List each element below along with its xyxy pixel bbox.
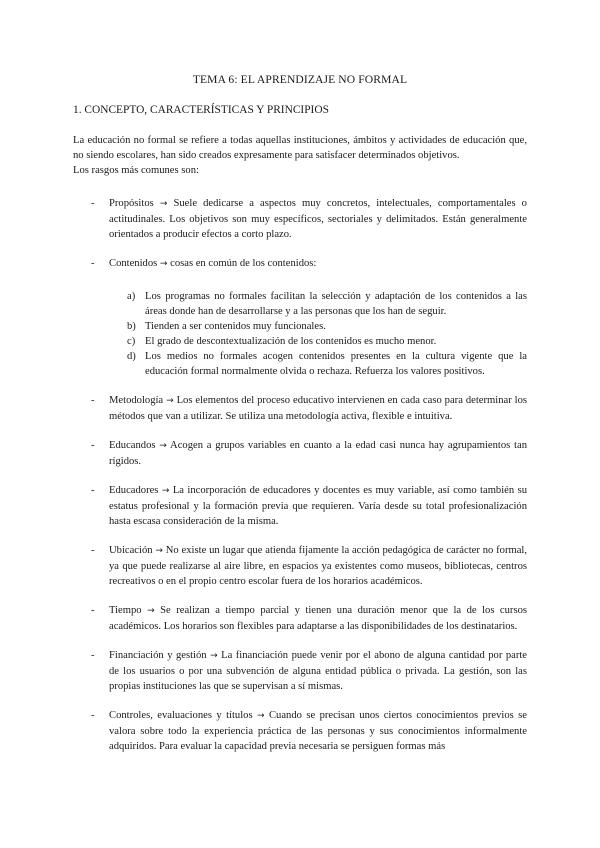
bullet-dash: - <box>91 198 95 209</box>
arrow-icon: → <box>159 259 168 269</box>
item-controles <box>73 708 527 754</box>
sublist-item-a <box>109 289 527 319</box>
item-term: Ubicación <box>109 545 153 556</box>
intro-paragraph: La educación no formal se refiere a todas aquellas instituciones, ámbitos y actividades de educación que, no siendo escolares, han sido creados expresamente para satisfacer determinados objetivos. <box>73 135 527 161</box>
item-text: cosas en común de los contenidos: <box>170 258 317 269</box>
sublist-item-d <box>109 349 527 379</box>
sublist-text: Los medios no formales acogen contenidos presentes en la cultura vigente que la educación formal normalmente olvida o rechaza. Refuerza los valores positivos. <box>145 351 527 377</box>
arrow-icon: → <box>166 396 174 406</box>
item-ubicacion <box>73 543 527 589</box>
sublist-letter: d) <box>127 351 136 362</box>
sublist-item-b <box>109 319 527 334</box>
bullet-dash: - <box>91 258 95 269</box>
bullet-dash: - <box>91 395 95 406</box>
item-contenidos <box>73 256 527 379</box>
sublist-item-c <box>109 334 527 349</box>
item-term: Metodología <box>109 395 164 406</box>
item-text: Se realizan a tiempo parcial y tienen una duración menor que la de los cursos académicos. Los horarios son flexibles para adaptarse a las disponibilidades de los destinatarios. <box>109 605 528 632</box>
item-text: Acogen a grupos variables en cuanto a la edad casi nunca hay agrupamientos tan rígidos. <box>109 440 527 467</box>
bullet-dash: - <box>91 650 95 661</box>
item-metodologia <box>73 393 527 424</box>
item-text: No existe un lugar que atienda fijamente la acción pedagógica de carácter no formal, ya que puede realizarse al aire libre, en espacios ya existentes como museos, bibliotecas, centros recreativos o en el propio centro escolar fuera de los horarios académicos. <box>109 545 528 587</box>
arrow-icon: → <box>159 199 168 209</box>
item-text: La financiación puede venir por el abono de alguna cantidad por parte de los usuarios o por una subvención de alguna entidad pública o privada. La gestión, son las propias instituciones las que se supervisan a sí mismas. <box>109 650 527 692</box>
item-term: Financiación y gestión <box>109 650 207 661</box>
item-propositos <box>73 196 527 242</box>
item-term: Propósitos <box>109 198 154 209</box>
sublist-text: Los programas no formales facilitan la selección y adaptación de los contenidos a las áreas donde han de desarrollarse y a las personas que los han de seguir. <box>145 291 527 317</box>
item-text: La incorporación de educadores y docentes es muy variable, así como también su estatus profesional y la formación previa que requieren. Varía desde su total profesionalización hasta escasa consideración de la misma. <box>109 485 528 527</box>
item-educandos <box>73 438 527 469</box>
contenidos-sublist <box>109 289 527 379</box>
item-financiacion <box>73 648 527 694</box>
sublist-text: El grado de descontextualización de los contenidos es mucho menor. <box>145 336 437 347</box>
arrow-icon: → <box>155 546 163 556</box>
intro-rasgos: Los rasgos más comunes son: <box>73 165 199 176</box>
sublist-letter: b) <box>127 321 136 332</box>
arrow-icon: → <box>147 606 155 616</box>
item-text: Cuando se precisan unos ciertos conocimientos previos se valora sobre todo la experiencia práctica de las personas y sus conocimientos informalmente adquiridos. Para evaluar la capacidad previa necesaria se persiguen formas más <box>109 710 527 752</box>
sublist-letter: a) <box>127 291 136 302</box>
bullet-dash: - <box>91 545 95 556</box>
bullet-dash: - <box>91 710 95 721</box>
item-educadores <box>73 483 527 529</box>
item-term: Controles, evaluaciones y títulos <box>109 710 253 721</box>
arrow-icon: → <box>161 486 170 496</box>
item-term: Contenidos <box>109 258 158 269</box>
sublist-text: Tienden a ser contenidos muy funcionales. <box>145 321 326 332</box>
bullet-dash: - <box>91 440 95 451</box>
item-tiempo <box>73 603 527 634</box>
item-term: Tiempo <box>109 605 142 616</box>
item-text: Suele dedicarse a aspectos muy concretos, intelectuales, comportamentales o actitudinales. Los objetivos son muy específicos, sectoriales y delimitados. Están generalmente orientados a producir efectos a corto plazo. <box>109 198 527 240</box>
document-title: TEMA 6: EL APRENDIZAJE NO FORMAL <box>192 73 408 86</box>
item-text: Los elementos del proceso educativo intervienen en cada caso para determinar los métodos que van a utilizar. Se utiliza una metodología activa, flexible e intuitiva. <box>109 395 528 422</box>
bullet-dash: - <box>91 485 95 496</box>
sublist-letter: c) <box>127 336 136 347</box>
arrow-icon: → <box>257 711 265 721</box>
section-heading: 1. CONCEPTO, CARACTERÍSTICAS Y PRINCIPIOS <box>73 104 329 116</box>
bullet-dash: - <box>91 605 95 616</box>
item-term: Educadores <box>109 485 159 496</box>
arrow-icon: → <box>159 441 167 451</box>
arrow-icon: → <box>210 651 218 661</box>
item-term: Educandos <box>109 440 156 451</box>
